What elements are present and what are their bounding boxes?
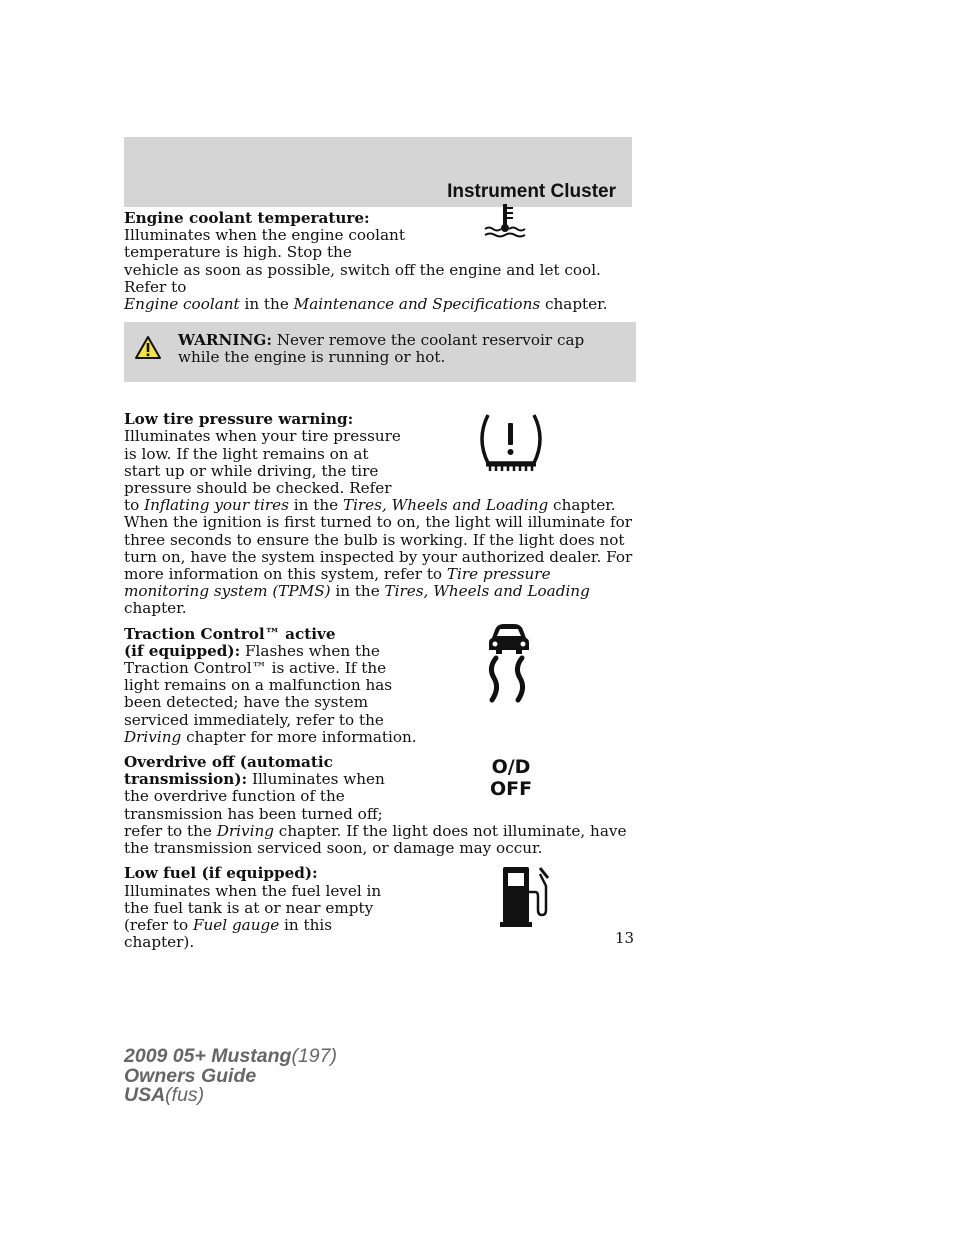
overdrive-ref-italic: Driving — [216, 821, 274, 840]
tire-pressure-icon — [476, 409, 546, 481]
warning-body: Never remove the coolant reservoir cap while the engine is running or hot. — [178, 331, 585, 367]
overdrive-section — [124, 754, 636, 857]
coolant-ref-2: Maintenance and Specifications — [293, 295, 541, 314]
page-number: 13 — [615, 929, 635, 947]
fuel-pump-icon — [498, 862, 554, 930]
chapter-title: Instrument Cluster — [447, 181, 616, 202]
od-icon-line-1: O/D — [491, 756, 531, 779]
tire-ref-mid-3: in the — [330, 582, 385, 601]
overdrive-off-icon — [486, 756, 536, 800]
tire-line-4: pressure should be checked. Refer — [124, 479, 392, 498]
coolant-heading: Engine coolant temperature: — [124, 209, 370, 227]
footer-market: USA — [124, 1084, 166, 1106]
tire-ref-2: Tires, Wheels and Loading — [342, 496, 549, 515]
overdrive-heading-1: Overdrive off (automatic — [124, 753, 333, 772]
page-content — [124, 210, 636, 951]
tire-line-1: Illuminates when your tire pressure — [124, 427, 401, 446]
warning-label: WARNING: — [178, 331, 272, 350]
overdrive-ref — [124, 823, 636, 857]
tire-ref-3: Tire pressure monitoring system (TPMS) — [124, 565, 551, 601]
tire-section — [124, 411, 636, 617]
overdrive-line-1: the overdrive function of the — [124, 787, 345, 806]
tire-heading: Low tire pressure warning: — [124, 410, 354, 429]
footer-model: 2009 05+ Mustang — [124, 1045, 292, 1067]
fuel-ref — [124, 917, 636, 934]
tire-ref-mid-1: in the — [288, 496, 343, 515]
warning-triangle-icon — [134, 335, 162, 360]
traction-line-2: light remains on a malfunction has — [124, 676, 393, 695]
coolant-line-2: temperature is high. Stop the — [124, 243, 352, 262]
coolant-ref-1: Engine coolant — [124, 295, 240, 314]
coolant-line-1: Illuminates when the engine coolant — [124, 226, 405, 245]
traction-ref-italic: Driving — [124, 727, 182, 746]
overdrive-ref-end: chapter. If the light does not illuminate, have the transmission serviced soon, or damage may occur. — [124, 821, 627, 858]
footer-code: (197) — [291, 1045, 337, 1067]
traction-heading-1: Traction Control™ active — [124, 624, 336, 643]
tire-ref-mid-2: chapter. When the ignition is first turned to on, the light will illuminate for three seconds to ensure the bulb is working. If the light does not turn on, have the system inspected by your authorized dealer. For more information on this system, refer to — [124, 496, 633, 584]
traction-ref — [124, 729, 636, 746]
traction-ref-end: chapter for more information. — [181, 727, 417, 746]
fuel-refer: (refer to — [124, 915, 193, 934]
coolant-line-3: vehicle as soon as possible, switch off the engine and let cool. Refer to — [124, 260, 601, 296]
od-icon-line-2: OFF — [489, 778, 533, 801]
traction-line-3: been detected; have the system — [124, 693, 368, 712]
footer-line-3 — [124, 1086, 337, 1106]
tire-paragraph — [124, 497, 636, 617]
traction-line-1: Traction Control™ is active. If the — [124, 659, 387, 678]
warning-box — [124, 322, 636, 382]
traction-line-0 — [124, 643, 636, 660]
traction-text-1: Flashes when the — [240, 641, 380, 660]
chapter-header — [124, 137, 632, 207]
overdrive-line-2: transmission has been turned off; — [124, 804, 383, 823]
overdrive-line-0 — [124, 771, 636, 788]
coolant-temperature-icon — [481, 198, 529, 246]
overdrive-refer: refer to the — [124, 821, 217, 840]
fuel-last: chapter). — [124, 933, 195, 952]
fuel-ref-italic: Fuel gauge — [192, 915, 280, 934]
traction-section — [124, 626, 636, 746]
overdrive-text-1: Illuminates when — [247, 770, 385, 789]
traction-line-4: serviced immediately, refer to the — [124, 710, 384, 729]
tire-line-2: is low. If the light remains on at — [124, 444, 369, 463]
footer-guide: Owners Guide — [124, 1064, 257, 1087]
overdrive-heading-2: transmission): — [124, 770, 248, 789]
tire-ref-end: chapter. — [124, 599, 187, 618]
traction-heading-2: (if equipped): — [124, 641, 241, 660]
fuel-line-2: the fuel tank is at or near empty — [124, 898, 374, 917]
warning-text — [178, 331, 584, 366]
tire-line-3: start up or while driving, the tire — [124, 461, 379, 480]
tire-ref-1: Inflating your tires — [144, 496, 289, 515]
coolant-reference — [124, 296, 636, 313]
fuel-heading: Low fuel (if equipped): — [124, 864, 318, 883]
coolant-ref-mid: in the — [239, 295, 294, 314]
tire-to: to — [124, 496, 145, 515]
footer-market-code: (fus) — [165, 1084, 205, 1106]
fuel-line-1: Illuminates when the fuel level in — [124, 881, 382, 900]
footer — [124, 1047, 337, 1106]
coolant-ref-end: chapter. — [540, 295, 608, 314]
tire-ref-4: Tires, Wheels and Loading — [384, 582, 590, 601]
fuel-section — [124, 865, 636, 951]
fuel-ref-end: in this — [279, 915, 333, 934]
traction-control-icon — [484, 622, 534, 706]
coolant-section — [124, 210, 636, 313]
